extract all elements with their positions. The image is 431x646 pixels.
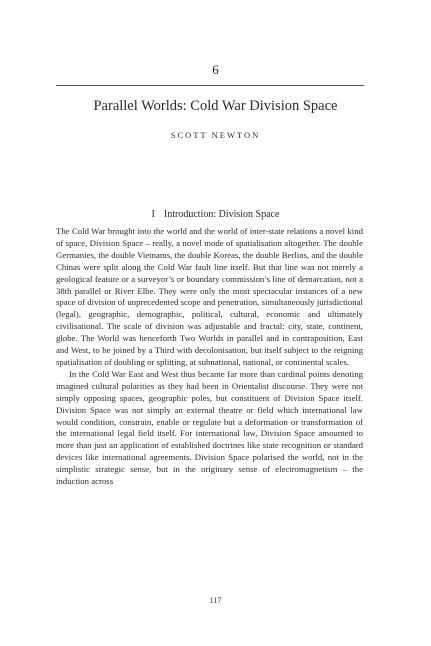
page-number: 117 [209,596,222,605]
chapter-author: SCOTT NEWTON [170,130,261,140]
body-text [56,226,363,488]
chapter-number: 6 [212,62,219,77]
paragraph-1: The Cold War brought into the world and the world of inter-state relations a novel kind of space, Division Space – really, a novel mode of spatialisation altogether. The double Germanies, the double Vietnams, the double Koreas, the double Berlins, and the double Chinas were split along the Cold War fault line itself. But that line was not merely a geological feature or a surveyor’s or boundary commission’s line of demarcation, not a 38th parallel or River Elbe. They were only the most spectacular instances of a new space of division of unprecedented scope and penetration, simultaneously jurisdictional (legal), geographic, demographic, political, cultural, economic and ultimately civilisational. The scale of division was adjustable and fractal: city, state, continent, globe. The World was henceforth Two Worlds in parallel and in contraposition, East and West, to be joined by a Third with decolonisation, but itself subject to the reigning spatialisation of doubling or splitting, at subnational, national, or continental scales. [56,226,363,367]
section-number: I [151,209,155,220]
paragraph-2: In the Cold War East and West thus became far more than cardinal points denoting imagined cultural polarities as they had been in Orientalist discourse. They were not simply opposing spaces, geographic poles, but constituent of Division Space itself. Division Space was not simply an external theatre or field which international law would condition, constrain, enable or regulate but a deformation or transformation of the international legal field itself. For international law, Division Space amounted to more than just an application of established doctrines like state recognition or standard devices like international agreements. Division Space polarised the world, not in the simplistic strategic sense, but in the originary sense of electromagnetism – the induction across [56,368,363,487]
section-heading [0,208,431,221]
chapter-title: Parallel Worlds: Cold War Division Space [93,98,338,114]
section-title: Introduction: Division Space [163,209,280,220]
chapter-rule [56,85,364,86]
